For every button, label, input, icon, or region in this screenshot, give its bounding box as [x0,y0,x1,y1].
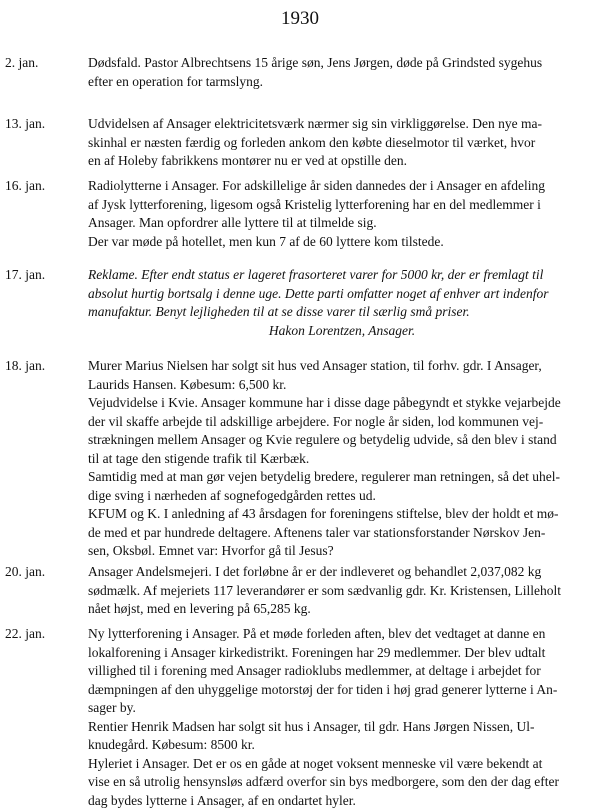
entry-line: nået højst, med en levering på 65,285 kg. [88,600,596,619]
entry-line: KFUM og K. I anledning af 43 årsdagen for foreningens stiftelse, blev der holdt et mø- [88,505,596,524]
entry-line: Ansager Andelsmejeri. I det forløbne år er der indleveret og behandlet 2,037,082 kg [88,563,596,582]
entry-line: en af Holeby fabrikkens montører nu er ved at opstille den. [88,152,596,171]
entry-line: dag bydes lytterne i Ansager, af en ondartet hyler. [88,792,596,810]
entry-line: villighed til i forening med Ansager radioklubs medlemmer, at deltage i arbejdet for [88,662,596,681]
entry-date: 17. jan. [5,266,45,285]
entry-line: de med et par hundrede deltagere. Aftenens taler var stationsforstander Nørskov Jen- [88,524,596,543]
entry-line: der vil skaffe arbejde til adskillige arbejdere. For nogle år siden, lod kommunen vej- [88,413,596,432]
entry-line: skinhal er næsten færdig og forleden ankom den købte dieselmotor til værket, hvor [88,134,596,153]
page-title: 1930 [0,8,600,30]
entry-line: knudegård. Købesum: 8500 kr. [88,736,596,755]
entry-body [88,563,596,619]
entry-line: sen, Oksbøl. Emnet var: Hvorfor gå til Jesus? [88,542,596,561]
entry-body [88,625,596,810]
entry-body [88,357,596,561]
entry-signature: Hakon Lorentzen, Ansager. [88,322,596,341]
entry-body-advertisement [88,266,596,340]
entry-line: til at tage den stigende trafik til Kærbæk. [88,450,596,469]
entry-line: Laurids Hansen. Købesum: 6,500 kr. [88,376,596,395]
entry-line: vise en så utrolig hensynsløs adfærd overfor sin bys medborgere, som den der dag efter [88,773,596,792]
entry-line: efter en operation for tarmslyng. [88,73,596,92]
entry-line: manufaktur. Benyt lejligheden til at se disse varer til særlig små priser. [88,303,596,322]
entry-body [88,54,596,91]
entry-line: Murer Marius Nielsen har solgt sit hus ved Ansager station, til forhv. gdr. I Ansager, [88,357,596,376]
entry-date: 22. jan. [5,625,45,644]
entry-line: sødmælk. Af mejeriets 117 leverandører er som sædvanlig gdr. Kr. Kristensen, Lilleholt [88,582,596,601]
entry-date: 16. jan. [5,177,45,196]
entry-body [88,177,596,251]
entry-date: 18. jan. [5,357,45,376]
entry-line: Samtidig med at man gør vejen betydelig bredere, regulerer man retningen, så det uhel- [88,468,596,487]
entry-line: Der var møde på hotellet, men kun 7 af de 60 lyttere kom tilstede. [88,233,596,252]
entry-body [88,115,596,171]
entry-line: Ansager. Man opfordrer alle lyttere til at tilmelde sig. [88,214,596,233]
entry-date: 20. jan. [5,563,45,582]
entry-line: strækningen mellem Ansager og Kvie regulere og betydelig udvide, så den blev i stand [88,431,596,450]
entry-line: absolut hurtig bortsalg i denne uge. Dette parti omfatter noget af enhver art indenfor [88,285,596,304]
entry-line: Vejudvidelse i Kvie. Ansager kommune har i disse dage påbegyndt et stykke vejarbejde [88,394,596,413]
entry-line: Dødsfald. Pastor Albrechtsens 15 årige søn, Jens Jørgen, døde på Grindsted sygehus [88,54,596,73]
entry-line: lokalforening i Ansager kirkedistrikt. Foreningen har 29 medlemmer. Der blev udtalt [88,644,596,663]
entry-line: Reklame. Efter endt status er lageret frasorteret varer for 5000 kr, der er fremlagt til [88,266,596,285]
entry-line: Hyleriet i Ansager. Det er os en gåde at noget voksent menneske vil være bekendt at [88,755,596,774]
entry-line: sager by. [88,699,596,718]
entry-date: 13. jan. [5,115,45,134]
entry-line: dæmpningen af den uhyggelige motorstøj der for tiden i høj grad generer lytterne i An- [88,681,596,700]
entry-date: 2. jan. [5,54,38,73]
entry-line: Ny lytterforening i Ansager. På et møde forleden aften, blev det vedtaget at danne en [88,625,596,644]
entry-line: Udvidelsen af Ansager elektricitetsværk nærmer sig sin virkliggørelse. Den nye ma- [88,115,596,134]
entry-line: dige sving i nærheden af sognefogedgården rettes ud. [88,487,596,506]
entry-line: Radiolytterne i Ansager. For adskillelige år siden dannedes der i Ansager en afdeling [88,177,596,196]
entry-line: Rentier Henrik Madsen har solgt sit hus i Ansager, til gdr. Hans Jørgen Nissen, Ul- [88,718,596,737]
entry-line: af Jysk lytterforening, ligesom også Kristelig lytterforening har en del medlemmer i [88,196,596,215]
